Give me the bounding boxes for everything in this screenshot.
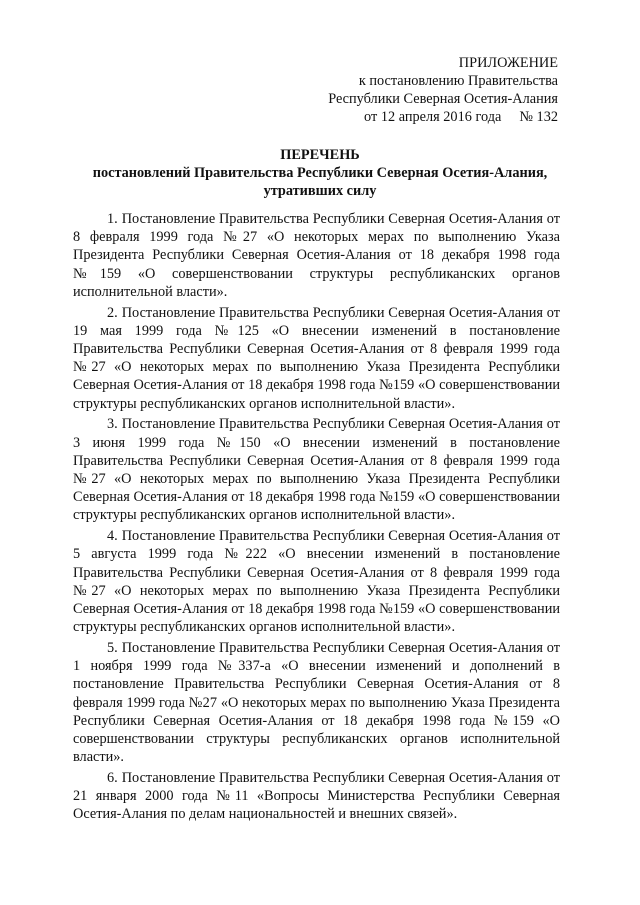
document-title: ПЕРЕЧЕНЬ bbox=[280, 147, 360, 163]
appendix-date-line bbox=[328, 108, 558, 126]
list-item-number: 1. bbox=[107, 211, 118, 227]
list-item-number: 4. bbox=[107, 528, 118, 545]
list-item bbox=[73, 210, 560, 301]
list-item-text: Постановление Правительства Республики Северная Осетия-Алания от 1 ноября 1999 года №337-а «О внесении изменений и дополнений в постановление Правительства Республики Северная Осетия-Алания от 8 февраля 1999 года №27 «О некоторых мерах по выполнению Указа Президента Республики Северная Осетия-Алания от 18 декабря 1998 года №159 «О совершенствовании структуры республиканских органов исполнительной власти». bbox=[73, 640, 560, 766]
appendix-block bbox=[328, 54, 558, 126]
list-item-number: 3. bbox=[107, 416, 118, 433]
list-item-text: Постановление Правительства Республики Северная Осетия-Алания от 5 августа 1999 года №222 «О внесении изменений в постановление Правительства Республики Северная Осетия-Алания от 8 февраля 1999 года №27 «О некоторых мерах по выполнению Указа Президента Республики Северная Осетия-Алания от 18 декабря 1998 года №159 «О совершенствовании структуры республиканских органов исполнительной власти». bbox=[73, 528, 560, 636]
list-item bbox=[73, 769, 560, 824]
list-item-number: 6. bbox=[107, 770, 118, 787]
list-item-text: Постановление Правительства Республики Северная Осетия-Алания от 21 января 2000 года №11 «Вопросы Министерства Республики Северная Осетия-Алания по делам национальностей и внешних связей». bbox=[73, 770, 560, 823]
appendix-line-1: к постановлению Правительства bbox=[358, 73, 558, 89]
appendix-line-2: Республики Северная Осетия-Алания bbox=[328, 91, 558, 107]
appendix-number: № 132 bbox=[519, 109, 558, 125]
document-heading bbox=[60, 146, 580, 200]
list-item-text: Постановление Правительства Республики Северная Осетия-Алания от 3 июня 1999 года №150 «О внесении изменений в постановление Правительства Республики Северная Осетия-Алания от 8 февраля 1999 года №27 «О некоторых мерах по выполнению Указа Президента Республики Северная Осетия-Алания от 18 декабря 1998 года №159 «О совершенствовании структуры республиканских органов исполнительной власти». bbox=[73, 416, 560, 524]
appendix-date: от 12 апреля 2016 года bbox=[364, 109, 502, 125]
list-item bbox=[73, 415, 560, 524]
list-item bbox=[73, 304, 560, 413]
document-subtitle-2: утративших силу bbox=[263, 183, 377, 199]
list-item bbox=[73, 639, 560, 766]
appendix-title: ПРИЛОЖЕНИЕ bbox=[458, 55, 558, 71]
list-item-number: 2. bbox=[107, 304, 118, 321]
resolutions-list bbox=[73, 210, 560, 826]
document-subtitle-1: постановлений Правительства Республики Северная Осетия-Алания, bbox=[92, 165, 548, 181]
list-item bbox=[73, 527, 560, 636]
list-item-number: 5. bbox=[107, 640, 118, 657]
list-item-text: Постановление Правительства Республики Северная Осетия-Алания от 8 февраля 1999 года №27 «О некоторых мерах по выполнению Указа Президента Республики Северная Осетия-Алания от 18 декабря 1998 года №159 «О совершенствовании структуры республиканских органов исполнительной власти». bbox=[73, 211, 560, 300]
list-item-text: Постановление Правительства Республики Северная Осетия-Алания от 19 мая 1999 года №125 «О внесении изменений в постановление Правительства Республики Северная Осетия-Алания от 8 февраля 1999 года №27 «О некоторых мерах по выполнению Указа Президента Республики Северная Осетия-Алания от 18 декабря 1998 года №159 «О совершенствовании структуры республиканских органов исполнительной власти». bbox=[73, 304, 560, 412]
